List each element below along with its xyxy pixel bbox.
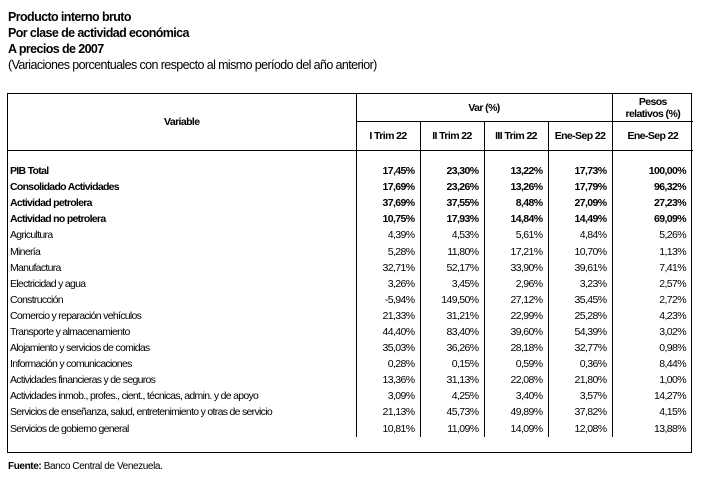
spacer-cell <box>8 151 356 164</box>
value-cell: 12,08% <box>548 421 612 437</box>
value-cell: 25,28% <box>548 308 612 324</box>
title-line-1: Producto interno bruto <box>8 10 131 24</box>
title-line-2: Por clase de actividad económica <box>8 26 189 40</box>
value-cell: 33,90% <box>484 260 548 276</box>
pesos-header-line2: relativos (%) <box>625 107 681 120</box>
value-cell: 4,53% <box>420 227 484 243</box>
value-cell: 14,84% <box>484 211 548 227</box>
value-cell: 0,28% <box>356 356 420 372</box>
table-row <box>8 324 693 340</box>
column-header: II Trim 22 <box>420 122 484 151</box>
value-cell: 17,21% <box>484 243 548 259</box>
value-cell: 31,21% <box>420 308 484 324</box>
report-header <box>8 9 377 73</box>
value-cell: 27,12% <box>484 292 548 308</box>
value-cell: 11,80% <box>420 243 484 259</box>
value-cell: 8,48% <box>484 195 548 211</box>
value-cell: 21,13% <box>356 404 420 420</box>
value-cell: 1,00% <box>659 374 687 387</box>
table-row <box>8 179 693 195</box>
value-cell: 49,89% <box>484 404 548 420</box>
value-cell: 54,39% <box>548 324 612 340</box>
value-cell: 17,79% <box>548 179 612 195</box>
value-cell: 10,75% <box>356 211 420 227</box>
row-label: Minería <box>8 243 356 259</box>
row-label: Alojamiento y servicios de comidas <box>8 340 356 356</box>
value-cell: 14,09% <box>484 421 548 437</box>
value-cell: -5,94% <box>356 292 420 308</box>
value-cell: 37,82% <box>548 404 612 420</box>
table-row <box>8 340 693 356</box>
value-cell: 7,41% <box>659 261 687 274</box>
value-cell: 0,15% <box>420 356 484 372</box>
value-cell: 4,15% <box>659 406 687 419</box>
value-cell: 1,13% <box>659 245 687 258</box>
title-line-3: A precios de 2007 <box>8 42 104 56</box>
column-header: III Trim 22 <box>484 122 548 151</box>
value-cell: 27,23% <box>654 197 687 210</box>
value-cell: 35,45% <box>548 292 612 308</box>
value-cell: 100,00% <box>648 165 687 178</box>
source-label: Fuente: <box>8 461 42 472</box>
value-cell: 0,36% <box>548 356 612 372</box>
value-cell: 27,09% <box>548 195 612 211</box>
table-row <box>8 388 693 404</box>
value-cell: 3,45% <box>420 276 484 292</box>
table-row <box>8 211 693 227</box>
table-row <box>8 260 693 276</box>
table-row <box>8 163 693 179</box>
value-cell: 5,26% <box>659 229 687 242</box>
column-header: Ene-Sep 22 <box>548 122 612 151</box>
value-cell: 13,88% <box>654 422 687 435</box>
table-body <box>8 151 693 437</box>
row-label: Electricidad y agua <box>8 276 356 292</box>
value-cell: 23,26% <box>420 179 484 195</box>
value-cell: 17,45% <box>356 163 420 179</box>
value-cell: 39,60% <box>484 324 548 340</box>
value-cell: 10,70% <box>548 243 612 259</box>
value-cell: 4,39% <box>356 227 420 243</box>
value-cell: 3,02% <box>659 325 687 338</box>
gdp-table <box>7 93 692 453</box>
table-row <box>8 227 693 243</box>
value-cell: 5,28% <box>356 243 420 259</box>
pesos-header-line1: Pesos <box>638 95 667 108</box>
value-cell: 17,93% <box>420 211 484 227</box>
value-cell: 44,40% <box>356 324 420 340</box>
value-cell: 37,55% <box>420 195 484 211</box>
value-cell: 3,26% <box>356 276 420 292</box>
row-label: Actividad no petrolera <box>8 211 356 227</box>
value-cell: 2,96% <box>484 276 548 292</box>
row-label: Actividad petrolera <box>8 195 356 211</box>
value-cell: 69,09% <box>654 213 687 226</box>
row-label: Actividades financieras y de seguros <box>8 372 356 388</box>
value-cell: 32,77% <box>548 340 612 356</box>
table-row <box>8 308 693 324</box>
table-row <box>8 292 693 308</box>
value-cell: 2,72% <box>659 293 687 306</box>
variable-header: Variable <box>8 94 356 151</box>
row-label: Servicios de gobierno general <box>8 421 356 437</box>
value-cell: 4,23% <box>659 309 687 322</box>
source-text: Banco Central de Venezuela. <box>41 461 163 472</box>
value-cell: 52,17% <box>420 260 484 276</box>
value-cell: 39,61% <box>548 260 612 276</box>
value-cell: 4,25% <box>420 388 484 404</box>
value-cell: 8,44% <box>659 358 687 371</box>
value-cell: 14,49% <box>548 211 612 227</box>
spacer-row <box>8 151 693 164</box>
value-cell: 22,08% <box>484 372 548 388</box>
table-row <box>8 195 693 211</box>
table-head <box>8 94 693 151</box>
row-label: Información y comunicaciones <box>8 356 356 372</box>
value-cell: 32,71% <box>356 260 420 276</box>
table-row <box>8 243 693 259</box>
row-label: Consolidado Actividades <box>8 179 356 195</box>
value-cell: 10,81% <box>356 421 420 437</box>
value-cell: 17,69% <box>356 179 420 195</box>
row-label: Comercio y reparación vehículos <box>8 308 356 324</box>
source-footer <box>8 461 162 472</box>
value-cell: 3,40% <box>484 388 548 404</box>
var-percent-header: Var (%) <box>356 94 612 122</box>
value-cell: 0,59% <box>484 356 548 372</box>
value-cell: 21,80% <box>548 372 612 388</box>
gdp-data-table <box>8 94 693 437</box>
value-cell: 3,57% <box>548 388 612 404</box>
value-cell: 83,40% <box>420 324 484 340</box>
row-label: Construcción <box>8 292 356 308</box>
value-cell: 13,22% <box>484 163 548 179</box>
value-cell: 23,30% <box>420 163 484 179</box>
value-cell: 17,73% <box>548 163 612 179</box>
value-cell: 21,33% <box>356 308 420 324</box>
value-cell: 36,26% <box>420 340 484 356</box>
table-row <box>8 372 693 388</box>
row-label: Transporte y almacenamiento <box>8 324 356 340</box>
value-cell: 31,13% <box>420 372 484 388</box>
value-cell: 35,03% <box>356 340 420 356</box>
value-cell: 4,84% <box>548 227 612 243</box>
table-row <box>8 356 693 372</box>
row-label: Actividades inmob., profes., cient., técnicas, admin. y de apoyo <box>8 388 356 404</box>
row-label: Servicios de enseñanza, salud, entretenimiento y otras de servicio <box>8 404 356 420</box>
value-cell: 0,98% <box>659 342 687 355</box>
subtitle: (Variaciones porcentuales con respecto al mismo período del año anterior) <box>8 58 377 72</box>
value-cell: 14,27% <box>654 390 687 403</box>
spacer-cell <box>484 151 548 164</box>
value-cell: 3,23% <box>548 276 612 292</box>
spacer-cell <box>420 151 484 164</box>
column-header: I Trim 22 <box>356 122 420 151</box>
table-row <box>8 404 693 420</box>
value-cell: 11,09% <box>420 421 484 437</box>
value-cell: 5,61% <box>484 227 548 243</box>
value-cell: 2,57% <box>659 277 687 290</box>
row-label: PIB Total <box>8 163 356 179</box>
value-cell: 28,18% <box>484 340 548 356</box>
value-cell: 96,32% <box>654 181 687 194</box>
value-cell: 45,73% <box>420 404 484 420</box>
table-row <box>8 421 693 437</box>
pesos-relativos-header <box>612 94 693 122</box>
spacer-cell <box>612 151 693 164</box>
value-cell: 13,36% <box>356 372 420 388</box>
spacer-cell <box>548 151 612 164</box>
value-cell: 3,09% <box>356 388 420 404</box>
value-cell: 149,50% <box>420 292 484 308</box>
row-label: Agricultura <box>8 227 356 243</box>
row-label: Manufactura <box>8 260 356 276</box>
column-header: Ene-Sep 22 <box>612 122 693 151</box>
table-row <box>8 276 693 292</box>
spacer-cell <box>356 151 420 164</box>
value-cell: 22,99% <box>484 308 548 324</box>
value-cell: 13,26% <box>484 179 548 195</box>
value-cell: 37,69% <box>356 195 420 211</box>
